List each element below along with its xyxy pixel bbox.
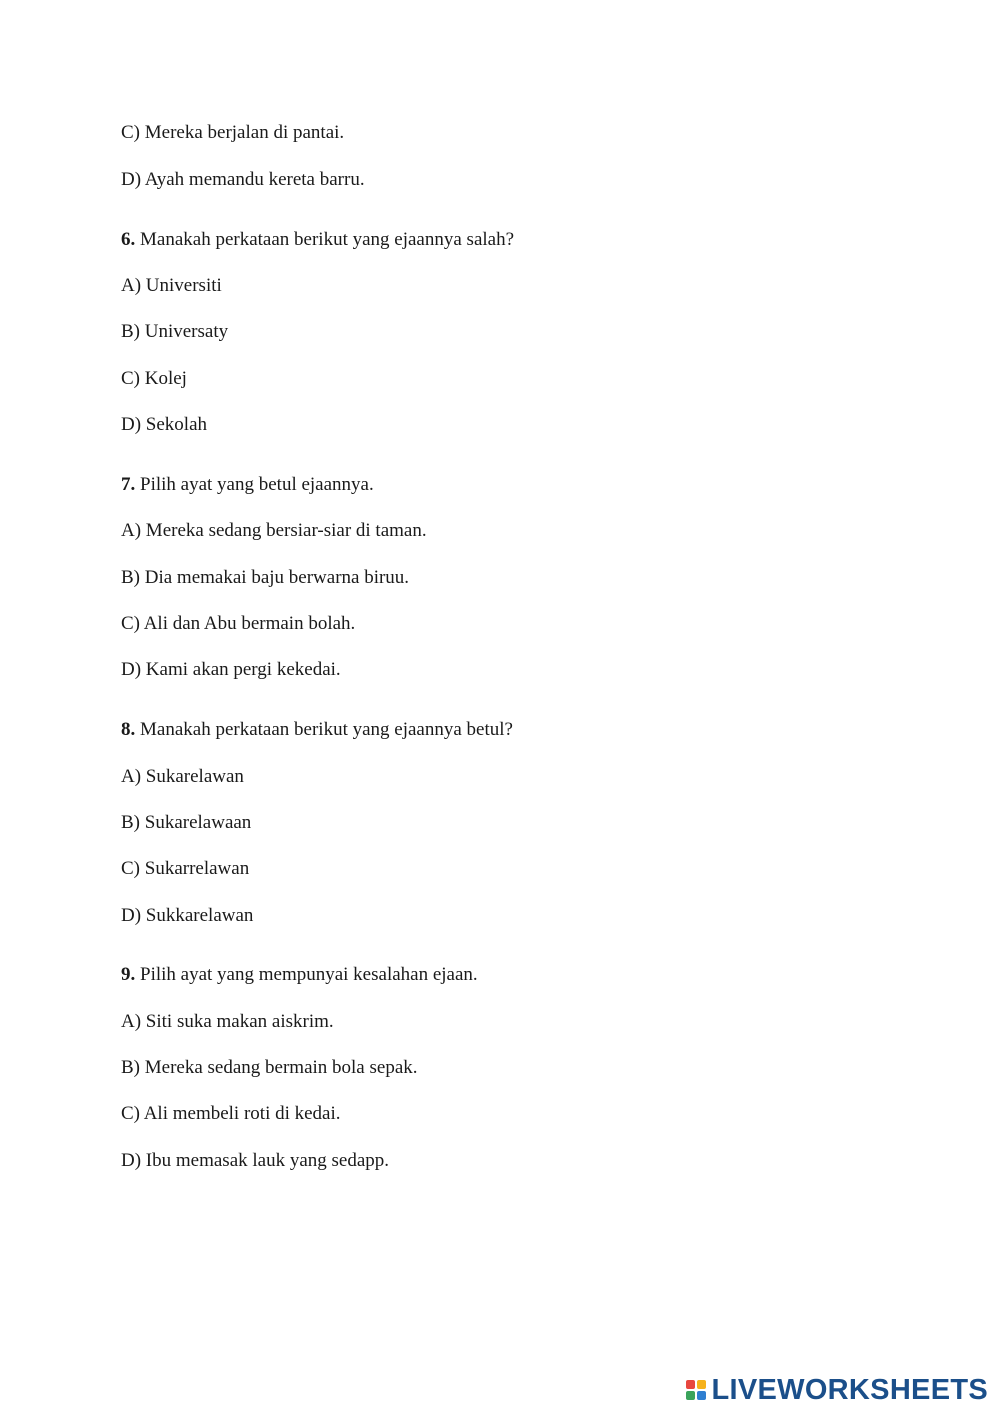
question-7: 7. Pilih ayat yang betul ejaannya. [121, 474, 374, 495]
question-number: 7. [121, 474, 136, 495]
option-line: C) Sukarrelawan [121, 858, 250, 879]
option-line: A) Sukarelawan [121, 766, 244, 787]
option-line: A) Universiti [121, 275, 222, 296]
option-line: A) Siti suka makan aiskrim. [121, 1011, 334, 1032]
question-8: 8. Manakah perkataan berikut yang ejaannya betul? [121, 719, 513, 740]
question-number: 6. [121, 229, 136, 250]
option-line: B) Dia memakai baju berwarna biruu. [121, 567, 410, 588]
question-number: 8. [121, 719, 136, 740]
option-line: A) Mereka sedang bersiar-siar di taman. [121, 520, 427, 541]
option-line: C) Mereka berjalan di pantai. [121, 122, 345, 143]
option-line: D) Sekolah [121, 414, 208, 435]
option-line: B) Universaty [121, 321, 229, 342]
question-9: 9. Pilih ayat yang mempunyai kesalahan ejaan. [121, 964, 478, 985]
question-6: 6. Manakah perkataan berikut yang ejaannya salah? [121, 229, 515, 250]
option-line: D) Sukkarelawan [121, 905, 254, 926]
option-line: C) Ali membeli roti di kedai. [121, 1103, 341, 1124]
liveworksheets-brand [686, 1374, 989, 1406]
brand-name: LIVEWORKSHEETS [711, 1373, 988, 1406]
option-line: C) Ali dan Abu bermain bolah. [121, 613, 356, 634]
option-line: D) Kami akan pergi kekedai. [121, 659, 341, 680]
liveworksheets-logo-icon [686, 1380, 706, 1400]
question-number: 9. [121, 964, 136, 985]
option-line: D) Ayah memandu kereta barru. [121, 169, 365, 190]
option-line: D) Ibu memasak lauk yang sedapp. [121, 1150, 390, 1171]
option-line: B) Mereka sedang bermain bola sepak. [121, 1057, 418, 1078]
option-line: B) Sukarelawaan [121, 812, 252, 833]
option-line: C) Kolej [121, 368, 187, 389]
